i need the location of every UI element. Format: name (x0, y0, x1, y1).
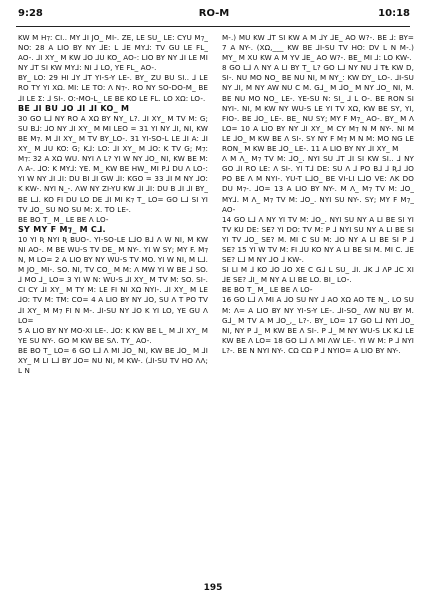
verse-paragraph: BE BO T_ LO= 6 GO L⅃ Λ MI ⅃O_ NI, KW BE ⅃O_ M ⅃I XY_ M LI L⅃ BY ⅃O= NU NI, M KW-. (⅃I-SU TV HO ΛΛ; L N (18, 345, 208, 376)
section-heading: SY MY F M⁊_ M C⅃. (18, 224, 106, 234)
section-heading: BE ⅃I BU ⅃O ⅃I ⅃I KO_ M (18, 103, 130, 113)
verse-paragraph: BE BO T_ M_ LE BE Λ LO- (222, 285, 313, 295)
verse-paragraph: 14 GO L⅃ Λ NY YI TV M: ⅃O_. NYI SU NY A LI BE SI YI TV KU DE: SE? YI DO: TV M: P ⅃ NYI SU NY A LI BE SI YI TV ⅃O_ SE? M. MI C SU M: ⅃O NY A LI BE SI P ⅃ SE? 15 YI W TV M: FI ⅃U KO NY A LI BE SI M. MI C. ⅃E SE? L⅃ M NY ⅃O ⅃ KW-. (222, 214, 414, 265)
verse-paragraph: SI LI M ⅃ KO ⅃O ⅃O XE C G⅃ L SU_ ⅃I. ⅃K ⅃ ΛP ⅃C XI ⅃E SE? ⅃I_ M NY A LI BE LO. BI_ LO-. (222, 265, 414, 285)
chapter-opening: 10 YI Ʀ NYI Ʀ BUO-. YI-SO-LE L⅃O B⅃ Λ W NI, M KW NI AO-. M BE WU-S TV DE_ M NY-. YI W SY; MY F. M⁊ N, M LO= 2 A LIO BY NY WU-S TV MO. YI W NI, M L⅃. M JO_ MI-. SO. NI, TV CO_ M M: Λ MW YI W BE ⅃ SO. ⅃ MO ⅃_ LO= 3 YI W N: WU-S ⅃I XY_ M TV M: SO. SI-. CI CY ⅃I XY_ M TY M: LE FI NI XΩ NYI-. ⅃I XY_ M LE ⅃O: TV M: TM: CO= 4 A LIO BY NY ⅃O, SU Λ T PO TV ⅃I XY_ M M⁊ FI N M-. ⅃I-SU NY ⅃O K YI LO, YE GU Λ LO= (18, 234, 208, 325)
verse-paragraph: BY_ LO: 29 HI ⅃Y ⅃T YI-S-Y LE-. BY_ ZU BU SI.. ⅃ LE RO TY YI XΩ. MI: LE TO: Λ N⁊-. RO NY SO-DO-M_ BE ⅃I LE Σ: ⅃ SI-. O:-MO-L_ LE BE KO LE FL. LO XΩ: LO-. (18, 73, 208, 103)
header-right-reference: 10:18 (378, 8, 410, 19)
page-number: 195 (203, 583, 223, 593)
right-text-column (222, 33, 414, 571)
verse-paragraph: 5 A LIO BY NY MO-XI LE-. ⅃O: K KW BE L_ M ⅃I XY_ M YE SU NY-. GO M KW BE SΛ. TY_ AO-. (18, 325, 208, 345)
verse-paragraph: KW M H⁊: CI.. MY ⅃I JO_ MI-. ZE, LE SU_ LE: CYU M⁊_ NO: 28 A LIO BY NY ⅃E: L ⅃E MY⅃: TV GU LE FL_ AO-. ⅃I XY_ M KW ⅃O ⅃U KO_ AO-: LIO BY NY ⅃I LE MI NY ⅃T SI KW MY⅃: NI ⅃ LO, YE FL_ AO-. (18, 33, 208, 73)
page-header (18, 8, 410, 22)
header-left-reference: 9:28 (18, 8, 43, 19)
verse-paragraph: M-.) MU KW ⅃T SI KW A M ⅃Y ⅃E_ AO W?-. BE ⅃: BY= 7 A NY-. (XΩ,___ KW BE ⅃I-SU TV HO: DV L N M-.) MY_ M XU KW A M YV ⅃E_ AO W?-. BE_ MI ⅃: LO KW-. (222, 33, 414, 63)
verse-paragraph: Λ M Λ_ M⁊ TV M: ⅃O_. NYI SU ⅃T ⅃I SI KW SI.. ⅃ NY GO ⅃I RO LE: Λ SI-. YI T⅃ DE: SU Λ ⅃ PO B⅃ ⅃ Ʀ⅃ ⅃O PO BE Λ M NYI-. YU-T L⅃O_ BE VI-LI L⅃O VE: ΛK DO DU M⁊-. ⅃O= 13 A LIO BY NY-. M Λ_ M⁊ TV M: ⅃O_ MY⅃. M Λ_ M⁊ TV M: ⅃O_. NYI SU NY-. SY; MY F M⁊_ AO- (222, 154, 414, 214)
verse-paragraph: BE BO T_ M_ LE BE Λ LO- (18, 214, 109, 224)
verse-paragraph: 30 GO L⅃ NY RO A XΩ BY NY_ L?. ⅃I XY_ M TV M: G; SU B⅃: ⅃O NY ⅃I XY_ M MI LEO = 31 YI NY ⅃I, NI, KW BE M⁊. M ⅃I XY_ M TV BY_LO-. 31 YI-SO-L LE ⅃I A: ⅃I XY_ M ⅃U KO: G; K⅃: LO: ⅃I XY_ M ⅃O: K TV G; M⁊: M⁊: 32 A XΩ WU. NYI Λ L? YI W NY ⅃O_ NI, KW BE M: Λ A-. ⅃O: K MY⅃: YE. M_ KW BE HW_ MI P⅃ DU Λ LO-: YI W NY ⅃I ⅃I: DU BI ⅃I GW ⅃I: KGO = 33 ⅃I M NY ⅃O: K KW-. NYI N_-. ΛW NY ZI-YU KW ⅃I ⅃I: DU B ⅃I ⅃I BY_ BE L⅃. KO FI DU LO DE ⅃I MI K⁊ T_ LO= GO L⅃ SI YI TV ⅃O_ SU NO SU M: X. TO LE-. (18, 113, 208, 214)
header-rule (16, 26, 410, 27)
left-text-column (18, 33, 208, 571)
header-book-title: RO-M (198, 8, 230, 19)
verse-paragraph: 8 GO L⅃ Λ NY A LI BY T_ L? GO L⅃ NY NU ⅃ TⱠ KW D, SI-. NU MO NO_ BE NU NI, M NY_: KW DY_ LO-. ⅃I-SU NY ⅃I, M NY AW NU C M. G⅃_ M ⅃O_ M NY ⅃O_ NI, M. BE NU MO NO_ LE-. YE-SU N: SI_ ⅃ L O-. BE RON SI NYI-. NI, M KW NY WU-S LE YI TV XΩ, KW BE SY, YI, FIO-. BE ⅃O_ LE-. BE_ NU SY; MY F M⁊_ AO-. BY_ M Λ LO= 10 A LIO BY NY ⅃I XY_ M CY M⁊ N M NY-. NI M LE ⅃O_ M KW BE Λ SI-. SY NY F M⁊ M N M: MO NG LE RON_ M KW BE ⅃O_ LE-. 11 A LIO BY NY ⅃I XY_ M (222, 63, 414, 154)
verse-paragraph: 16 GO L⅃ Λ MI A ⅃O SU NY ⅃ AO XΩ AO TE N_. LO SU M: Λ= A LIO BY NY YI-S-Y LE-. ⅃I-SO_ ΛW NU BY M. G⅃_ M TV A M ⅃O_,_ L?-. BY_ LO= 17 GO L⅃ NYI ⅃O_ NI, NY P ⅃_ M KW BE Λ SI-. P ⅃_ M NY WU-S LK K⅃ LE KW BE Λ LO= 18 GO L⅃ Λ MI ΛW LE-. YI W M: P ⅃ NYI L?-. BE N NYI NY-. CΩ CΩ P ⅃ NYIO= A LIO BY NY-. (222, 295, 414, 355)
